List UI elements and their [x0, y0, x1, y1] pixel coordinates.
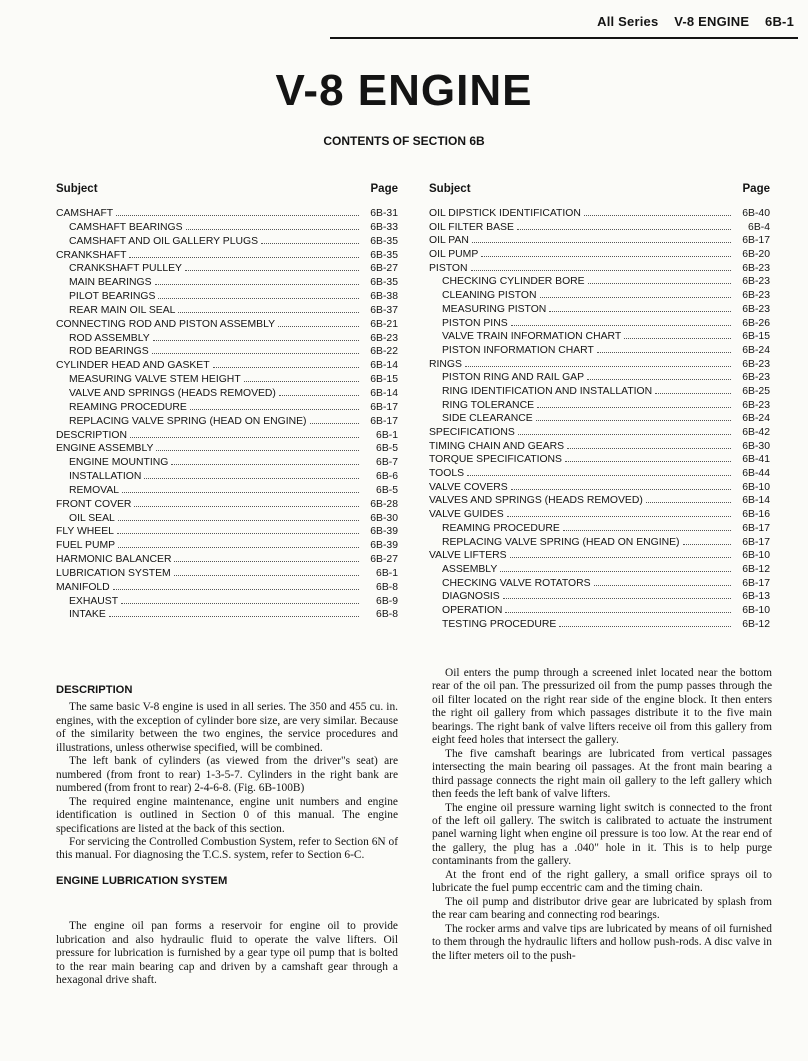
lubrication-paragraph: The engine oil pan forms a reservoir for engine oil to provide lubrication and also hydraulic fluid to operate the valve lifters. Oil pressure for lubrication is furnished by a gear type oil pump that is bolted to the rear main bearing cap and driven by a camshaft gear through a hexagonal drive shaft. — [56, 920, 398, 987]
toc-leader-dots — [153, 331, 359, 341]
toc-entry — [56, 469, 398, 483]
body-left-column — [56, 684, 398, 988]
toc-leader-dots — [244, 372, 359, 382]
toc-entry-label: MEASURING VALVE STEM HEIGHT — [69, 374, 241, 386]
toc-entry-page: 6B-17 — [370, 401, 398, 413]
toc-leader-dots — [588, 274, 731, 284]
toc-entry-page: 6B-42 — [742, 427, 770, 438]
toc-entry — [56, 344, 398, 358]
toc-leader-dots — [517, 220, 731, 230]
toc-leader-dots — [503, 589, 731, 599]
toc-entry — [56, 428, 398, 442]
toc-leader-dots — [174, 552, 359, 562]
toc-entry-label: PISTON INFORMATION CHART — [442, 344, 594, 356]
toc-entry-label: VALVE AND SPRINGS (HEADS REMOVED) — [69, 387, 276, 399]
toc-entry-label: REPLACING VALVE SPRING (HEAD ON ENGINE) — [69, 415, 307, 427]
toc-entry-page: 6B-14 — [742, 495, 770, 507]
toc-entry-page: 6B-37 — [370, 304, 398, 316]
toc-entry — [429, 439, 770, 453]
toc-leader-dots — [156, 441, 359, 451]
toc-entry-page: 6B-23 — [742, 303, 770, 315]
toc-entry-label: CLEANING PISTON — [442, 290, 537, 302]
toc-leader-dots — [537, 398, 731, 408]
toc-entry — [56, 372, 398, 386]
header-series: All Series — [597, 14, 659, 29]
toc-leader-dots — [113, 580, 359, 590]
header-rule — [330, 37, 798, 39]
toc-leader-dots — [646, 493, 731, 503]
toc-entry — [56, 566, 398, 580]
toc-entry — [429, 343, 770, 357]
toc-entry-label: SIDE CLEARANCE — [442, 413, 533, 425]
toc-page-label: Page — [370, 183, 398, 195]
toc-entry-label: RING TOLERANCE — [442, 399, 534, 411]
toc-entry — [429, 521, 770, 535]
toc-entry-page: 6B-15 — [742, 331, 770, 343]
toc-entry-label: CAMSHAFT — [56, 208, 114, 219]
toc-entry-label: OPERATION — [442, 604, 503, 616]
toc-entry-label: OIL PUMP — [429, 249, 479, 261]
page-title: V-8 ENGINE — [275, 66, 533, 115]
toc-entry-label: DESCRIPTION — [56, 429, 128, 441]
toc-entry-label: FRONT COVER — [56, 498, 132, 510]
toc-right-list — [429, 206, 770, 630]
toc-entry-label: INSTALLATION — [69, 471, 142, 483]
toc-entry-page: 6B-8 — [376, 609, 398, 621]
toc-left-column — [56, 182, 398, 621]
toc-leader-dots — [130, 428, 359, 438]
toc-leader-dots — [481, 247, 731, 257]
toc-entry — [56, 386, 398, 400]
toc-entry-page: 6B-17 — [742, 235, 770, 247]
toc-entry-page: 6B-13 — [742, 591, 770, 603]
description-paragraph: The required engine maintenance, engine unit numbers and engine identification is outlined in Section 0 of this manual. The engine specifications are listed at the back of this section. — [56, 795, 398, 835]
toc-entry — [56, 524, 398, 538]
toc-leader-dots — [279, 386, 359, 396]
toc-entry-page: 6B-23 — [742, 276, 770, 288]
toc-entry — [429, 302, 770, 316]
toc-leader-dots — [122, 483, 359, 493]
toc-entry-page: 6B-17 — [370, 415, 398, 427]
toc-entry-label: PILOT BEARINGS — [69, 291, 156, 303]
toc-entry-label: MAIN BEARINGS — [69, 277, 152, 289]
toc-entry-label: RINGS — [429, 358, 462, 370]
toc-entry — [56, 234, 398, 248]
toc-entry-label: DIAGNOSIS — [442, 591, 500, 603]
toc-leader-dots — [567, 439, 731, 449]
toc-entry-label: VALVES AND SPRINGS (HEADS REMOVED) — [429, 495, 643, 507]
toc-entry-page: 6B-27 — [370, 554, 398, 566]
toc-leader-dots — [510, 548, 731, 558]
toc-entry-label: REAMING PROCEDURE — [442, 522, 560, 534]
toc-entry-label: CHECKING VALVE ROTATORS — [442, 577, 591, 589]
toc-subject-label: Subject — [429, 183, 471, 195]
toc-entry — [429, 617, 770, 631]
toc-entry-page: 6B-23 — [370, 332, 398, 344]
toc-page-label: Page — [742, 183, 770, 195]
toc-entry-label: VALVE COVERS — [429, 481, 508, 493]
toc-entry-page: 6B-17 — [742, 522, 770, 534]
toc-entry-label: ROD ASSEMBLY — [69, 332, 150, 344]
toc-leader-dots — [683, 535, 732, 545]
toc-leader-dots — [587, 370, 731, 380]
toc-entry-page: 6B-22 — [370, 346, 398, 358]
toc-entry-page: 6B-5 — [376, 484, 398, 496]
toc-entry — [429, 589, 770, 603]
body-right-column — [432, 667, 772, 963]
contents-title: CONTENTS OF SECTION 6B — [323, 134, 485, 148]
toc-entry — [56, 400, 398, 414]
toc-entry-page: 6B-35 — [370, 249, 398, 261]
toc-entry — [56, 317, 398, 331]
toc-entry — [56, 275, 398, 289]
toc-entry — [429, 220, 770, 234]
toc-entry-page: 6B-44 — [742, 468, 770, 480]
toc-entry — [429, 316, 770, 330]
toc-entry-page: 6B-35 — [370, 277, 398, 289]
toc-entry — [56, 261, 398, 275]
toc-entry-label: FLY WHEEL — [56, 526, 114, 538]
toc-entry — [429, 329, 770, 343]
toc-entry-label: PISTON RING AND RAIL GAP — [442, 372, 585, 384]
toc-entry — [429, 411, 770, 425]
toc-entry-page: 6B-12 — [742, 618, 770, 630]
toc-entry — [429, 206, 770, 220]
toc-leader-dots — [144, 469, 359, 479]
toc-entry — [429, 466, 770, 480]
toc-leader-dots — [171, 455, 359, 465]
toc-entry-page: 6B-6 — [376, 471, 398, 483]
toc-entry-page: 6B-31 — [370, 208, 398, 219]
toc-leader-dots — [511, 316, 731, 326]
toc-leader-dots — [155, 275, 359, 285]
toc-leader-dots — [563, 521, 731, 531]
toc-entry-label: INTAKE — [69, 609, 106, 621]
lubrication-paragraph: The engine oil pressure warning light switch is connected to the front of the left oil gallery. The switch is calibrated to actuate the instrument panel warning light when engine oil pressure is too low. At the rear end of the gallery, the plug has a .040" hole in it. This is to help purge contaminants from the gallery. — [432, 801, 772, 868]
toc-entry — [56, 441, 398, 455]
toc-entry — [429, 261, 770, 275]
toc-entry-page: 6B-23 — [742, 372, 770, 384]
toc-leader-dots — [624, 329, 731, 339]
toc-leader-dots — [540, 288, 732, 298]
toc-leader-dots — [507, 507, 731, 517]
toc-entry-page: 6B-39 — [370, 540, 398, 552]
toc-entry — [429, 384, 770, 398]
toc-entry-label: ASSEMBLY — [442, 563, 498, 575]
toc-entry — [56, 331, 398, 345]
toc-entry-page: 6B-21 — [370, 318, 398, 330]
toc-entry — [429, 480, 770, 494]
toc-entry — [56, 289, 398, 303]
toc-leader-dots — [152, 344, 359, 354]
toc-entry-page: 6B-38 — [370, 291, 398, 303]
toc-leader-dots — [158, 289, 359, 299]
toc-entry-label: TOOLS — [429, 468, 465, 480]
toc-entry-label: EXHAUST — [69, 595, 119, 607]
toc-entry — [56, 248, 398, 262]
toc-leader-dots — [549, 302, 731, 312]
toc-entry-page: 6B-23 — [742, 262, 770, 274]
toc-entry-page: 6B-30 — [742, 440, 770, 452]
toc-entry-label: REPLACING VALVE SPRING (HEAD ON ENGINE) — [442, 536, 680, 548]
toc-entry-page: 6B-14 — [370, 360, 398, 372]
toc-entry-label: VALVE TRAIN INFORMATION CHART — [442, 331, 622, 343]
toc-entry — [429, 274, 770, 288]
toc-entry-label: TORQUE SPECIFICATIONS — [429, 454, 562, 466]
toc-leader-dots — [465, 357, 731, 367]
toc-entry-page: 6B-24 — [742, 344, 770, 356]
toc-entry-page: 6B-17 — [742, 536, 770, 548]
toc-entry-label: LUBRICATION SYSTEM — [56, 567, 171, 579]
toc-entry-label: PISTON PINS — [442, 317, 508, 329]
toc-leader-dots — [559, 617, 731, 627]
toc-entry-label: CAMSHAFT AND OIL GALLERY PLUGS — [69, 235, 259, 247]
toc-entry — [429, 493, 770, 507]
toc-leader-dots — [185, 261, 359, 271]
lubrication-paragraph: Oil enters the pump through a screened inlet located near the bottom rear of the oil pan. The pressurized oil from the pump passes through the oil filter located on the right rear side of the engine block. It then enters the right oil gallery from which passages distribute it to the five main bearings. The right bank of valve lifters receive oil from this gallery from eight feed holes that intersect the gallery. — [432, 667, 772, 747]
toc-leader-dots — [511, 480, 731, 490]
toc-entry-label: REAR MAIN OIL SEAL — [69, 304, 176, 316]
toc-entry — [56, 220, 398, 234]
toc-entry — [56, 455, 398, 469]
toc-entry-label: OIL SEAL — [69, 512, 115, 524]
lubrication-heading: ENGINE LUBRICATION SYSTEM — [56, 874, 228, 887]
toc-entry-page: 6B-15 — [370, 374, 398, 386]
toc-entry-page: 6B-40 — [742, 208, 770, 219]
header-section: V-8 ENGINE — [674, 14, 750, 29]
toc-entry-page: 6B-5 — [376, 443, 398, 455]
toc-entry-page: 6B-30 — [370, 512, 398, 524]
toc-entry-page: 6B-1 — [376, 567, 398, 579]
toc-leader-dots — [472, 233, 731, 243]
toc-entry-page: 6B-14 — [370, 387, 398, 399]
toc-entry — [429, 425, 770, 439]
toc-entry — [56, 483, 398, 497]
toc-entry-page: 6B-33 — [370, 221, 398, 233]
toc-entry — [56, 303, 398, 317]
toc-entry-label: PISTON — [429, 262, 468, 274]
toc-leader-dots — [178, 303, 359, 313]
toc-right-header — [429, 182, 770, 206]
toc-leader-dots — [594, 576, 731, 586]
toc-entry-label: TIMING CHAIN AND GEARS — [429, 440, 565, 452]
toc-entry-page: 6B-23 — [742, 358, 770, 370]
toc-entry — [56, 497, 398, 511]
toc-leader-dots — [174, 566, 359, 576]
toc-leader-dots — [261, 234, 359, 244]
toc-entry-label: ROD BEARINGS — [69, 346, 149, 358]
toc-entry — [429, 357, 770, 371]
toc-entry-page: 6B-41 — [742, 454, 770, 466]
toc-leader-dots — [536, 411, 731, 421]
toc-entry — [429, 398, 770, 412]
toc-entry — [429, 603, 770, 617]
toc-entry-page: 6B-23 — [742, 399, 770, 411]
lubrication-paragraph: The five camshaft bearings are lubricated from vertical passages intersecting the main bearing oil passages. At the front main bearing a third passage connects the right main oil gallery to the left gallery which then feeds the left bank of valve lifters. — [432, 747, 772, 801]
toc-entry-label: OIL PAN — [429, 235, 469, 247]
toc-entry — [429, 247, 770, 261]
toc-entry-label: ENGINE MOUNTING — [69, 457, 169, 469]
toc-entry-page: 6B-10 — [742, 550, 770, 562]
toc-entry-page: 6B-27 — [370, 263, 398, 275]
toc-entry — [56, 580, 398, 594]
toc-entry-label: CONNECTING ROD AND PISTON ASSEMBLY — [56, 318, 276, 330]
toc-entry — [429, 548, 770, 562]
toc-entry-page: 6B-35 — [370, 235, 398, 247]
toc-entry-page: 6B-28 — [370, 498, 398, 510]
toc-leader-dots — [505, 603, 731, 613]
toc-leader-dots — [213, 358, 359, 368]
toc-leader-dots — [500, 562, 731, 572]
toc-leader-dots — [109, 607, 359, 617]
toc-entry — [429, 562, 770, 576]
toc-entry — [56, 414, 398, 428]
toc-leader-dots — [278, 317, 359, 327]
toc-leader-dots — [134, 497, 359, 507]
header-page-number: 6B-1 — [765, 14, 794, 29]
toc-entry-label: CRANKSHAFT PULLEY — [69, 263, 182, 275]
toc-entry-label: CRANKSHAFT — [56, 249, 127, 261]
toc-right-column — [429, 182, 770, 630]
toc-entry-page: 6B-7 — [376, 457, 398, 469]
toc-entry — [429, 452, 770, 466]
toc-entry-page: 6B-25 — [742, 385, 770, 397]
toc-leader-dots — [190, 400, 359, 410]
toc-leader-dots — [467, 466, 731, 476]
toc-entry — [429, 370, 770, 384]
toc-leader-dots — [117, 524, 359, 534]
toc-entry — [429, 507, 770, 521]
toc-entry-label: HARMONIC BALANCER — [56, 554, 172, 566]
toc-entry — [56, 594, 398, 608]
toc-entry-label: REMOVAL — [69, 484, 120, 496]
toc-entry — [429, 233, 770, 247]
toc-entry-page: 6B-9 — [376, 595, 398, 607]
toc-entry — [429, 535, 770, 549]
toc-leader-dots — [118, 538, 359, 548]
toc-entry — [56, 206, 398, 220]
toc-left-list — [56, 206, 398, 621]
toc-leader-dots — [116, 206, 359, 216]
toc-entry — [56, 538, 398, 552]
toc-leader-dots — [129, 248, 359, 258]
toc-entry-page: 6B-20 — [742, 249, 770, 261]
toc-leader-dots — [121, 594, 359, 604]
toc-entry — [56, 358, 398, 372]
toc-entry-page: 6B-10 — [742, 481, 770, 493]
toc-entry-page: 6B-26 — [742, 317, 770, 329]
toc-leader-dots — [186, 220, 359, 230]
lubrication-paragraph: The oil pump and distributor drive gear are lubricated by splash from the rear cam bearing and connecting rod bearings. — [432, 895, 772, 922]
toc-leader-dots — [118, 511, 359, 521]
toc-entry-page: 6B-12 — [742, 563, 770, 575]
toc-entry-label: CYLINDER HEAD AND GASKET — [56, 360, 210, 372]
toc-entry-label: REAMING PROCEDURE — [69, 401, 187, 413]
toc-leader-dots — [597, 343, 731, 353]
toc-entry-label: VALVE LIFTERS — [429, 550, 507, 562]
toc-entry-label: CAMSHAFT BEARINGS — [69, 221, 183, 233]
toc-entry-label: TESTING PROCEDURE — [442, 618, 557, 630]
toc-entry-page: 6B-39 — [370, 526, 398, 538]
toc-entry — [56, 511, 398, 525]
toc-entry — [429, 288, 770, 302]
toc-entry-page: 6B-10 — [742, 604, 770, 616]
toc-leader-dots — [471, 261, 732, 271]
toc-leader-dots — [565, 452, 731, 462]
toc-entry-label: VALVE GUIDES — [429, 509, 504, 521]
lubrication-paragraph: At the front end of the right gallery, a small orifice sprays oil to lubricate the fuel pump eccentric cam and the timing chain. — [432, 868, 772, 895]
toc-entry — [56, 552, 398, 566]
description-paragraph: For servicing the Controlled Combustion System, refer to Section 6N of this manual. For diagnosing the T.C.S. system, refer to Section 6-C. — [56, 835, 398, 862]
toc-entry-label: FUEL PUMP — [56, 540, 116, 552]
toc-entry-page: 6B-8 — [376, 581, 398, 593]
toc-entry-label: OIL DIPSTICK IDENTIFICATION — [429, 208, 581, 219]
toc-leader-dots — [310, 414, 360, 424]
toc-entry-label: CHECKING CYLINDER BORE — [442, 276, 585, 288]
toc-entry-page: 6B-4 — [748, 221, 770, 233]
toc-entry-page: 6B-24 — [742, 413, 770, 425]
toc-leader-dots — [584, 206, 731, 216]
description-heading: DESCRIPTION — [56, 684, 133, 696]
toc-entry-label: SPECIFICATIONS — [429, 427, 515, 438]
toc-entry-page: 6B-16 — [742, 509, 770, 521]
toc-entry-label: ENGINE ASSEMBLY — [56, 443, 154, 455]
toc-entry-page: 6B-23 — [742, 290, 770, 302]
toc-entry — [429, 576, 770, 590]
toc-entry — [56, 607, 398, 621]
toc-left-header — [56, 182, 398, 206]
toc-subject-label: Subject — [56, 183, 98, 195]
toc-entry-label: MEASURING PISTON — [442, 303, 547, 315]
description-paragraph: The same basic V-8 engine is used in all series. The 350 and 455 cu. in. engines, with the exception of cylinder bore size, are very similar. Because of the similarity between the two engines, the service procedures and illustrations, unless otherwise specified, will be combined. — [56, 701, 398, 754]
description-paragraph: The left bank of cylinders (as viewed from the driver"s seat) are numbered (from front to rear) 1-3-5-7. Cylinders in the right bank are numbered (from front to rear) 2-4-6-8. (Fig. 6B-100B) — [56, 755, 398, 795]
toc-entry-label: RING IDENTIFICATION AND INSTALLATION — [442, 385, 653, 397]
running-header — [585, 14, 794, 29]
toc-entry-label: MANIFOLD — [56, 581, 110, 593]
toc-leader-dots — [518, 425, 731, 435]
toc-entry-page: 6B-17 — [742, 577, 770, 589]
lubrication-paragraph: The rocker arms and valve tips are lubricated by means of oil furnished to them through the hydraulic lifters and hollow push-rods. A disc valve in the lifter meters oil to the push- — [432, 922, 772, 962]
toc-entry-page: 6B-1 — [376, 429, 398, 441]
toc-entry-label: OIL FILTER BASE — [429, 221, 514, 233]
toc-leader-dots — [655, 384, 731, 394]
